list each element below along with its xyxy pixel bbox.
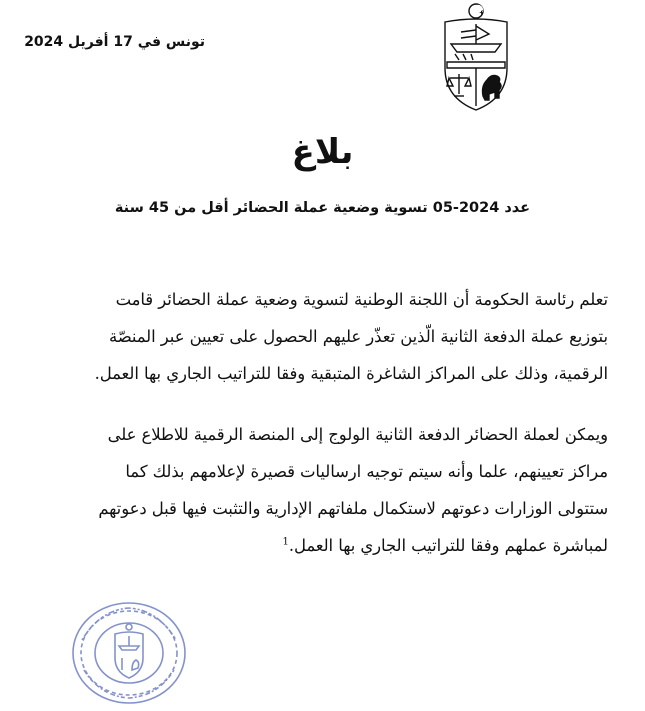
document-title: بلاغ (291, 132, 354, 172)
paragraph-line: ويمكن لعملة الحضائر الدفعة الثانية الولوج إلى المنصة الرقمية للاطلاع على (107, 425, 608, 444)
paragraph-line: مراكز تعيينهم، علما وأنه سيتم توجيه ارساليات قصيرة لإعلامهم بذلك كما (125, 462, 608, 481)
paragraph-line: بتوزيع عملة الدفعة الثانية الّذين تعذّر عليهم الحصول على تعيين عبر المنصّة (108, 327, 608, 346)
paragraph-line: تعلم رئاسة الحكومة أن اللجنة الوطنية لتسوية وضعية عملة الحضائر قامت (115, 290, 608, 309)
document-date: تونس في 17 أفريل 2024 (24, 34, 205, 50)
paragraph-line: لمباشرة عملهم وفقا للتراتيب الجاري بها العمل. (288, 536, 608, 555)
paragraph-2 (36, 416, 608, 564)
paragraph-line-with-footnote (36, 527, 608, 564)
document-subject: عدد 2024-05 تسوية وضعية عملة الحضائر أقل من 45 سنة (114, 200, 531, 216)
footnote-marker: 1 (282, 536, 289, 548)
paragraph-line: الرقمية، وذلك على المراكز الشاغرة المتبقية وفقا للتراتيب الجاري بها العمل. (94, 364, 608, 383)
coat-of-arms-icon (437, 2, 515, 114)
paragraph-1 (36, 281, 608, 392)
paragraph-line: ستتولى الوزارات دعوتهم لاستكمال ملفاتهم الإدارية والتثبت فيها قبل دعوتهم (98, 499, 608, 518)
official-seal-icon (70, 600, 188, 706)
